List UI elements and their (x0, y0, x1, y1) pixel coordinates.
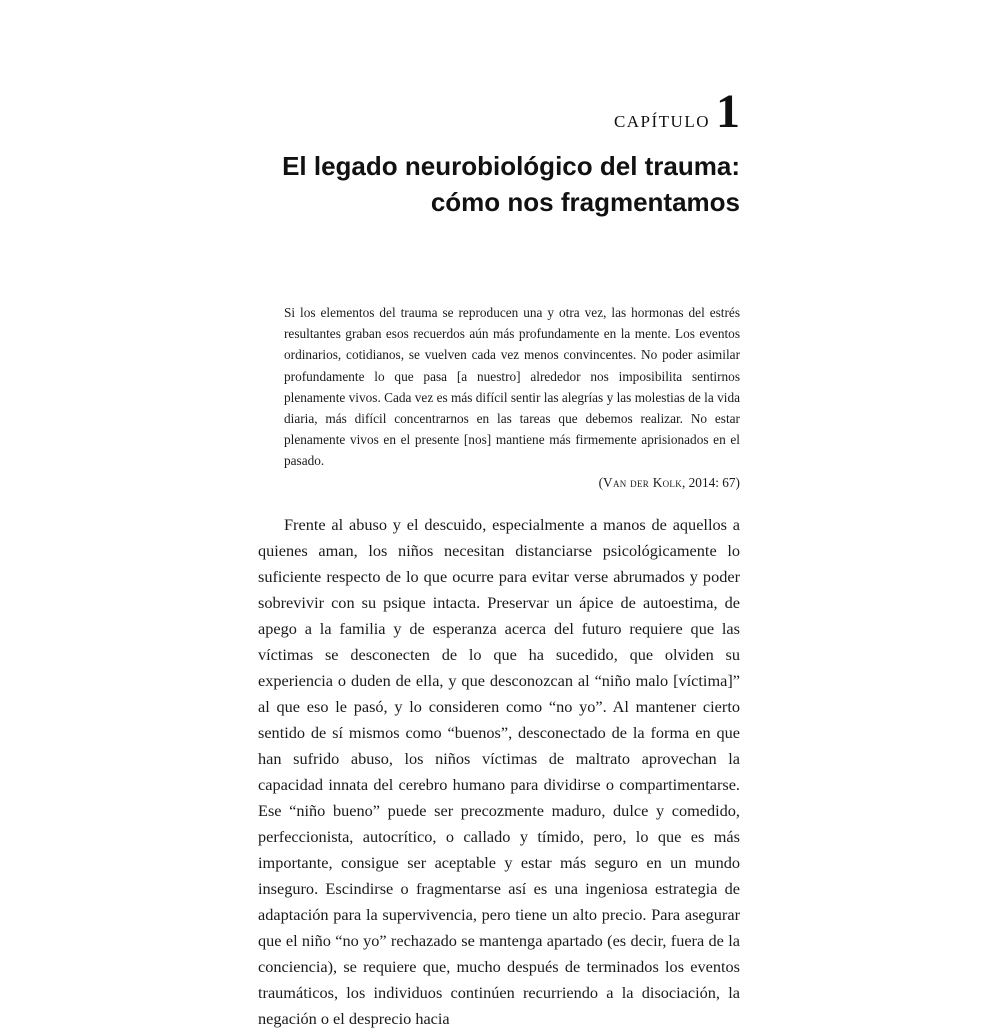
epigraph-citation (284, 472, 740, 493)
citation-rest: , 2014: 67) (682, 474, 740, 490)
citation-author: Van der Kolk (603, 474, 682, 490)
chapter-title-line-2: cómo nos fragmentamos (430, 187, 740, 217)
chapter-number: 1 (716, 85, 740, 138)
chapter-title (220, 148, 740, 220)
citation-open: ( (598, 474, 604, 490)
epigraph (284, 302, 740, 493)
epigraph-text: Si los elementos del trauma se reproducen una y otra vez, las hormonas del estrés resultantes graban esos recuerdos aún más profundamente en la mente. Los eventos ordinarios, cotidianos, se vuelven cada vez menos convincentes. No poder asimilar profundamente lo que pasa [a nuestro] alrededor nos imposibilita sentirnos plenamente vivos. Cada vez es más difícil sentir las alegrías y las molestias de la vida diaria, más difícil concentrarnos en las tareas que debemos realizar. No estar plenamente vivos en el presente [nos] mantiene más firmemente aprisionados en el pasado. (284, 305, 740, 469)
chapter-heading (613, 85, 740, 138)
body-paragraph: Frente al abuso y el descuido, especialmente a manos de aquellos a quienes aman, los niños necesitan distanciarse psicológicamente lo suficiente respecto de lo que ocurre para evitar verse abrumados y poder sobrevivir con su psique intacta. Preservar un ápice de autoestima, de apego a la familia y de esperanza acerca del futuro requiere que las víctimas se desconecten de lo que ha sucedido, que olviden su experiencia o duden de ella, y que desconozcan al “niño malo [víctima]” al que eso le pasó, y lo consideren como “no yo”. Al mantener cierto sentido de sí mismos como “buenos”, desconectado de la forma en que han sufrido abuso, los niños víctimas de maltrato aprovechan la capacidad innata del cerebro humano para dividirse o compartimentarse. Ese “niño bueno” puede ser precozmente maduro, dulce y comedido, perfeccionista, autocrítico, o callado y tímido, pero, lo que es más importante, consigue ser aceptable y estar más seguro en un mundo inseguro. Escindirse o fragmentarse así es una ingeniosa estrategia de adaptación para la supervivencia, pero tiene un alto precio. Para asegurar que el niño “no yo” rechazado se mantenga apartado (es decir, fuera de la conciencia), se requiere que, mucho después de terminados los eventos traumáticos, los individuos continúen recurriendo a la disociación, la negación o el desprecio hacia (258, 515, 740, 1028)
chapter-label: CAPÍTULO (613, 112, 710, 131)
chapter-title-line-1: El legado neurobiológico del trauma: (282, 151, 740, 181)
